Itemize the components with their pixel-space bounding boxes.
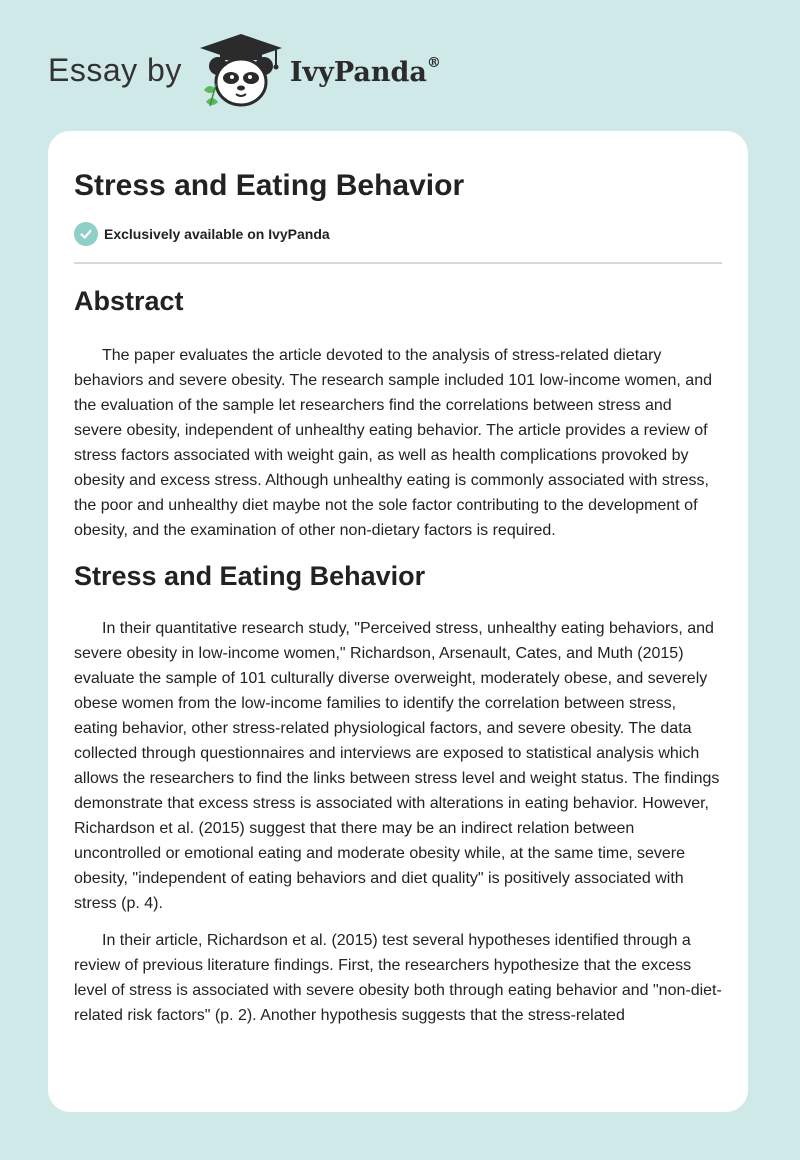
abstract-paragraph: The paper evaluates the article devoted to the analysis of stress-related dietary behaviors and severe obesity. The research sample included 101 low-income women, and the evaluation of the sample let researchers find the correlations between stress and severe obesity, independent of unhealthy eating behavior. The article provides a review of stress factors associated with weight gain, as well as health complications provoked by obesity and excess stress. Although unhealthy eating is commonly associated with stress, the poor and unhealthy diet maybe not the sole factor contributing to the development of obesity, and the examination of other non-dietary factors is required. <box>74 347 712 539</box>
body-paragraph: In their quantitative research study, "Perceived stress, unhealthy eating behaviors, and severe obesity in low-income women," Richardson, Arsenault, Cates, and Muth (2015) evaluate the sample of 101 culturally diverse overweight, moderately obese, and severely obese women from the low-income families to identify the correlation between stress, eating behavior, other stress-related physiological factors, and severe obesity. The data collected through questionnaires and interviews are exposed to statistical analysis which allows the researchers to find the links between stress level and weight status. The findings demonstrate that excess stress is associated with alterations in eating behavior. However, Richardson et al. (2015) suggest that there may be an indirect relation between uncontrolled or emotional eating and moderate obesity while, at the same time, severe obesity, "independent of eating behaviors and diet quality" is positively associated with stress (p. 4). <box>74 620 720 912</box>
panda-graduate-icon <box>196 32 286 108</box>
section-heading: Stress and Eating Behavior <box>74 561 426 591</box>
essay-card <box>48 131 748 1112</box>
exclusive-label: Exclusively available on IvyPanda <box>104 226 330 242</box>
check-icon <box>74 222 98 246</box>
abstract-heading: Abstract <box>74 286 184 316</box>
brand-name: IvyPanda® <box>289 54 441 88</box>
page-title: Stress and Eating Behavior <box>74 169 465 202</box>
site-header <box>48 30 441 110</box>
exclusive-badge-row <box>74 222 722 264</box>
body-paragraph: In their article, Richardson et al. (2015) test several hypotheses identified through a review of previous literature findings. First, the researchers hypothesize that the excess level of stress is associated with severe obesity both through eating behavior and "non-diet-related risk factors" (p. 2). Another hypothesis suggests that the stress-related <box>74 932 722 1024</box>
essay-by-label: Essay by <box>48 51 182 88</box>
